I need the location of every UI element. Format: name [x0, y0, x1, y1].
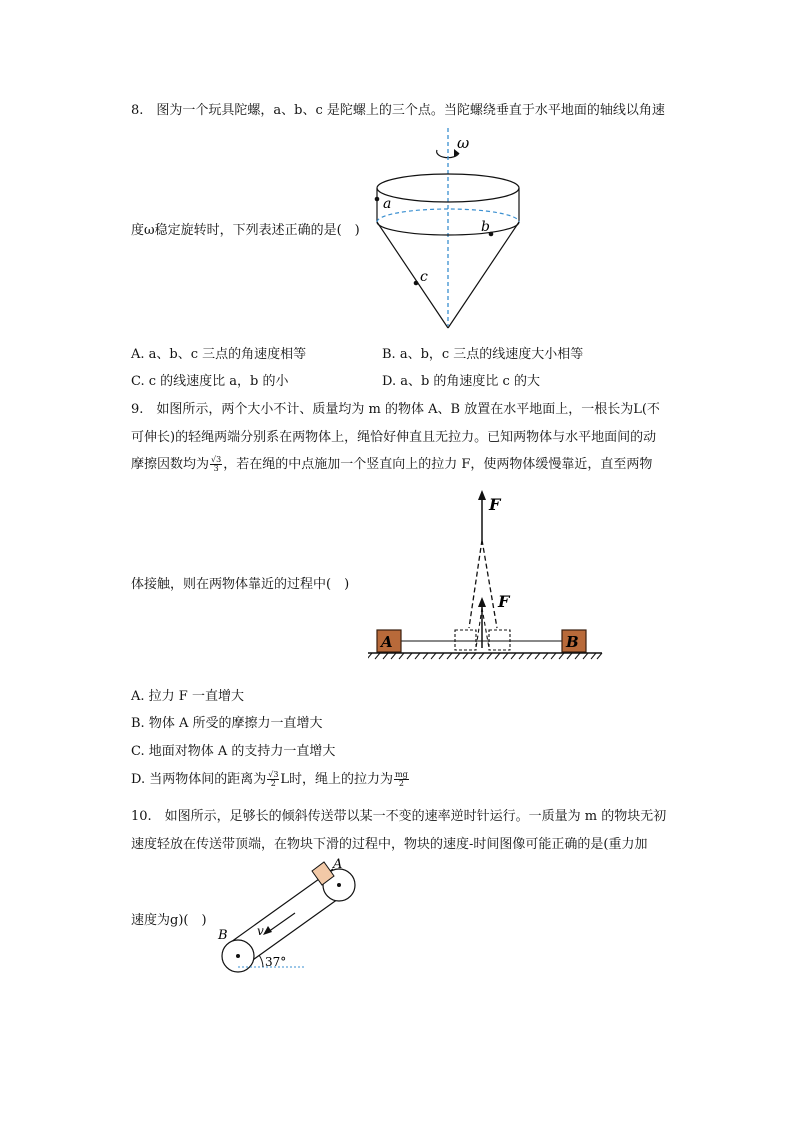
q8-stem-line2: 度ω稳定旋转时，下列表述正确的是( ) — [131, 223, 360, 238]
force-label-top: F — [489, 495, 501, 514]
distance-fraction — [267, 771, 279, 788]
q9-stem-line3 — [131, 453, 652, 473]
q9-stem-line3-pre: 摩擦因数均为 — [131, 457, 210, 472]
q9-option-d-mid: L时，绳上的拉力为 — [280, 772, 394, 787]
tension-num: mg — [395, 770, 408, 779]
mu-fraction — [210, 456, 222, 473]
q10-stem-line1: 10. 如图所示，足够长的倾斜传送带以某一不变的速率逆时针运行。一质量为 m 的物块无初 — [131, 809, 667, 824]
label-b: b — [481, 219, 490, 235]
q9-option-b: B. 物体 A 所受的摩擦力一直增大 — [131, 716, 323, 731]
q8-option-d: D. a、b 的角速度比 c 的大 — [382, 374, 540, 389]
q9-option-c: C. 地面对物体 A 的支持力一直增大 — [131, 744, 336, 759]
rope-blocks-figure — [368, 488, 608, 663]
q8-option-a: A. a、b、c 三点的角速度相等 — [131, 347, 307, 362]
angle-label: 37° — [265, 955, 287, 969]
q9-stem-line2: 可伸长)的轻绳两端分别系在两物体上，绳恰好伸直且无拉力。已知两物体与水平地面间的动 — [131, 430, 657, 445]
q9-option-d — [131, 768, 410, 788]
force-label-mid: F — [498, 592, 510, 611]
omega-label: ω — [457, 134, 470, 152]
label-v: v — [257, 924, 264, 938]
tension-fraction — [394, 771, 409, 788]
q8-option-c: C. c 的线速度比 a，b 的小 — [131, 374, 289, 389]
label-c: c — [420, 269, 428, 285]
distance-num: √3 — [268, 770, 279, 779]
conveyor-belt-figure — [212, 855, 362, 975]
q10-stem-line2: 速度轻放在传送带顶端，在物块下滑的过程中，物块的速度-时间图像可能正确的是(重力加 — [131, 837, 648, 852]
ground-hatch — [368, 653, 602, 659]
q9-option-a: A. 拉力 F 一直增大 — [131, 689, 244, 704]
label-bottom-b: B — [218, 928, 228, 943]
block-a-label: A — [381, 633, 393, 651]
block-b-label: B — [566, 633, 579, 651]
mu-num: √3 — [211, 455, 222, 464]
mu-den: 3 — [213, 464, 219, 473]
tension-den: 2 — [398, 779, 404, 788]
point-a — [375, 197, 380, 202]
spinning-top-figure — [360, 128, 540, 334]
q9-stem-line4: 体接触，则在两物体靠近的过程中( ) — [131, 577, 350, 592]
q9-stem-line1: 9. 如图所示，两个大小不计、质量均为 m 的物体 A、B 放置在水平地面上，一根长为L(不 — [131, 402, 660, 417]
q8-stem-line1: 8. 图为一个玩具陀螺，a、b、c 是陀螺上的三个点。当陀螺绕垂直于水平地面的轴线以角速 — [131, 103, 665, 118]
label-a: a — [383, 196, 392, 212]
distance-den: 2 — [270, 779, 276, 788]
point-c — [414, 281, 419, 286]
q8-option-b: B. a、b，c 三点的线速度大小相等 — [382, 347, 584, 362]
q9-option-d-pre: D. 当两物体间的距离为 — [131, 772, 267, 787]
label-top-a: A — [333, 857, 343, 872]
q9-stem-line3-post: ，若在绳的中点施加一个竖直向上的拉力 F，使两物体缓慢靠近，直至两物 — [223, 457, 653, 472]
q10-stem-line3: 速度为g)( ) — [131, 913, 207, 928]
